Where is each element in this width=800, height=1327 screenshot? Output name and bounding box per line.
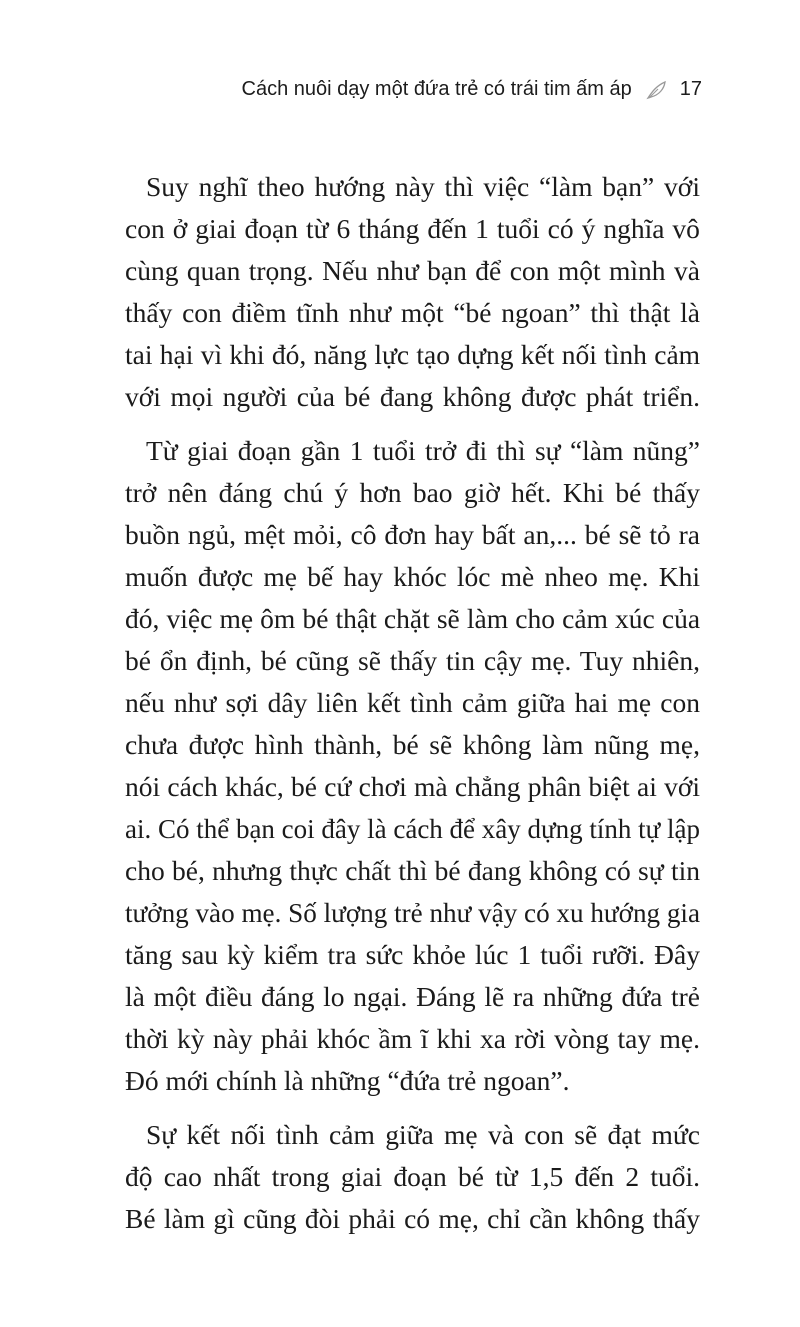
text-line: tăng sau kỳ kiểm tra sức khỏe lúc 1 tuổi rưỡi. Đây: [125, 939, 700, 970]
text-line: chưa được hình thành, bé sẽ không làm nũng mẹ,: [125, 729, 701, 760]
leaf-icon: [646, 80, 668, 100]
text-line: muốn được mẹ bế hay khóc lóc mè nheo mẹ. Khi: [125, 561, 700, 592]
text-line: ai. Có thể bạn coi đây là cách để xây dựng tính tự lập: [125, 813, 700, 844]
text-line: nếu như sợi dây liên kết tình cảm giữa hai mẹ con: [125, 687, 700, 718]
text-line: thời kỳ này phải khóc ầm ĩ khi xa rời vòng tay mẹ.: [125, 1023, 700, 1054]
text-line: là một điều đáng lo ngại. Đáng lẽ ra những đứa trẻ: [125, 981, 701, 1012]
text-line: đó, việc mẹ ôm bé thật chặt sẽ làm cho cảm xúc của: [125, 603, 701, 634]
text-line: thấy con điềm tĩnh như một “bé ngoan” thì thật là: [125, 297, 700, 328]
text-line: nói cách khác, bé cứ chơi mà chẳng phân biệt ai với: [125, 771, 701, 802]
text-line: tai hại vì khi đó, năng lực tạo dựng kết nối tình cảm: [125, 339, 701, 370]
text-line: Suy nghĩ theo hướng này thì việc “làm bạn” với: [146, 171, 700, 202]
page-number: 17: [679, 78, 702, 100]
text-line: Sự kết nối tình cảm giữa mẹ và con sẽ đạt mức: [146, 1119, 700, 1150]
text-line: độ cao nhất trong giai đoạn bé từ 1,5 đến 2 tuổi.: [125, 1161, 700, 1192]
text-line: cho bé, nhưng thực chất thì bé đang không có sự tin: [125, 855, 700, 886]
text-line: trở nên đáng chú ý hơn bao giờ hết. Khi bé thấy: [125, 477, 701, 508]
running-head-title: Cách nuôi dạy một đứa trẻ có trái tim ấm áp: [241, 78, 632, 100]
text-line: bé ổn định, bé cũng sẽ thấy tin cậy mẹ. Tuy nhiên,: [125, 645, 700, 676]
text-line: Bé làm gì cũng đòi phải có mẹ, chỉ cần không thấy: [125, 1203, 700, 1234]
text-line: con ở giai đoạn từ 6 tháng đến 1 tuổi có ý nghĩa vô: [125, 213, 700, 244]
text-line: cùng quan trọng. Nếu như bạn để con một mình và: [125, 255, 700, 286]
text-line: tưởng vào mẹ. Số lượng trẻ như vậy có xu hướng gia: [125, 897, 701, 928]
text-line: Đó mới chính là những “đứa trẻ ngoan”.: [125, 1065, 570, 1096]
running-head: [242, 78, 702, 101]
text-line: buồn ngủ, mệt mỏi, cô đơn hay bất an,... bé sẽ tỏ ra: [125, 519, 701, 550]
text-line: Từ giai đoạn gần 1 tuổi trở đi thì sự “làm nũng”: [146, 435, 700, 466]
text-line: với mọi người của bé đang không được phát triển.: [125, 381, 701, 412]
